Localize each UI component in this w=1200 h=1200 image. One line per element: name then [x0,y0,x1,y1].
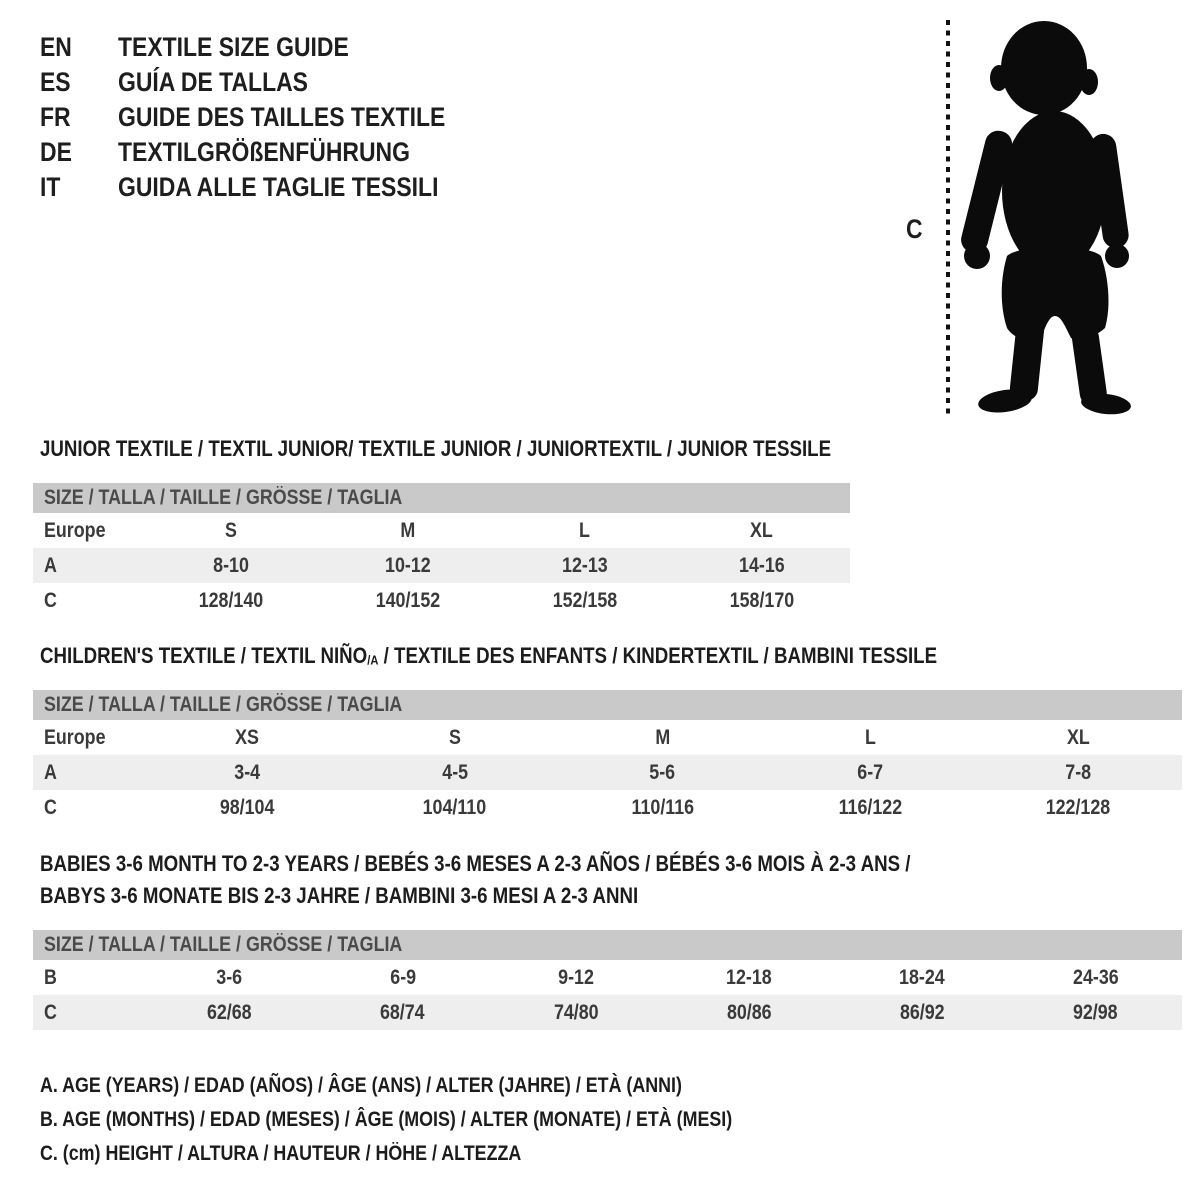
table-row [33,755,1182,790]
size-table-header: SIZE / TALLA / TAILLE / GRÖSSE / TAGLIA [33,930,1182,960]
language-label: GUÍA DE TALLAS [118,67,308,97]
size-cell: XL [750,518,774,542]
size-cell: 12-18 [726,965,772,989]
row-label: A [44,760,57,784]
size-cell: 140/152 [375,588,441,612]
row-label: C [44,1000,57,1024]
section-title-junior: JUNIOR TEXTILE / TEXTIL JUNIOR/ TEXTILE JUNIOR / JUNIORTEXTIL / JUNIOR TESSILE [40,436,832,461]
row-label: C [44,588,57,612]
size-cell: XL [1066,725,1090,749]
size-cell: M [400,518,416,542]
table-row [33,790,1182,825]
size-table-junior [33,483,850,618]
table-row [33,995,1182,1030]
size-cell: 104/110 [422,795,487,819]
size-cell: 3-4 [233,760,260,784]
size-cell: 10-12 [385,553,431,577]
size-cell: 5-6 [649,760,676,784]
size-cell: 128/140 [199,588,264,612]
size-cell: 98/104 [219,795,275,819]
language-code: IT [40,172,61,202]
size-table-children [33,690,1182,825]
legend-line-b: B. AGE (MONTHS) / EDAD (MESES) / ÂGE (MOIS) / ALTER (MONATE) / ETÀ (MESI) [40,1108,733,1131]
language-code: DE [40,137,72,167]
size-cell: 92/98 [1073,1000,1118,1024]
size-cell: 9-12 [558,965,594,989]
size-cell: M [655,725,670,749]
section-title-children: CHILDREN'S TEXTILE / TEXTIL NIÑO/A / TEXTILE DES ENFANTS / KINDERTEXTIL / BAMBINI TESSILE [40,643,938,668]
legend-line-c: C. (cm) HEIGHT / ALTURA / HAUTEUR / HÖHE / ALTEZZA [40,1142,522,1165]
row-label: B [44,965,57,989]
section-title-babies-line1: BABIES 3-6 MONTH TO 2-3 YEARS / BEBÉS 3-6 MESES A 2-3 AÑOS / BÉBÉS 3-6 MOIS À 2-3 ANS / [40,851,911,876]
size-cell: 152/158 [552,588,618,612]
size-cell: 80/86 [726,1000,772,1024]
language-label: TEXTILE SIZE GUIDE [118,32,349,62]
size-cell: 24-36 [1072,965,1119,989]
size-cell: S [448,725,461,749]
size-cell: 116/122 [838,795,903,819]
table-row [33,513,850,548]
size-cell: S [225,518,238,542]
row-label: Europe [44,518,106,542]
language-code: EN [40,32,72,62]
size-cell: 6-7 [857,760,884,784]
toddler-silhouette [936,16,1138,420]
row-label: Europe [44,725,106,749]
table-row [33,548,850,583]
size-cell: 8-10 [213,553,250,577]
size-cell: 3-6 [216,965,243,989]
size-table-babies [33,930,1182,1030]
size-cell: 14-16 [738,553,785,577]
language-label: TEXTILGRÖßENFÜHRUNG [118,137,410,167]
size-cell: 122/128 [1045,795,1111,819]
row-label: C [44,795,57,819]
size-cell: XS [234,725,259,749]
size-table-header: SIZE / TALLA / TAILLE / GRÖSSE / TAGLIA [33,690,1182,720]
language-label: GUIDE DES TAILLES TEXTILE [118,102,446,132]
size-cell: 6-9 [389,965,416,989]
size-cell: L [579,518,591,542]
nino-a-subscript: /A [367,652,379,668]
size-cell: 4-5 [441,760,468,784]
size-cell: L [864,725,876,749]
table-row [33,720,1182,755]
toddler-silhouette-shape [958,21,1132,417]
size-cell: 74/80 [553,1000,599,1024]
section-title-babies-line2: BABYS 3-6 MONATE BIS 2-3 JAHRE / BAMBINI 3-6 MESI A 2-3 ANNI [40,883,639,908]
size-cell: 86/92 [899,1000,945,1024]
size-cell: 158/170 [729,588,794,612]
table-row [33,960,1182,995]
language-label: GUIDA ALLE TAGLIE TESSILI [118,172,439,202]
size-cell: 18-24 [899,965,946,989]
legend-line-a: A. AGE (YEARS) / EDAD (AÑOS) / ÂGE (ANS) / ALTER (JAHRE) / ETÀ (ANNI) [40,1074,682,1097]
size-cell: 7-8 [1065,760,1091,784]
language-code: ES [40,67,71,97]
row-label: A [44,553,57,577]
height-measure-label: C [906,214,923,244]
language-title-block [40,30,503,205]
size-cell: 110/116 [631,795,694,819]
size-cell: 12-13 [562,553,608,577]
language-code: FR [40,102,71,132]
size-table-header: SIZE / TALLA / TAILLE / GRÖSSE / TAGLIA [33,483,850,513]
size-cell: 62/68 [207,1000,252,1024]
size-cell: 68/74 [380,1000,426,1024]
table-row [33,583,850,618]
